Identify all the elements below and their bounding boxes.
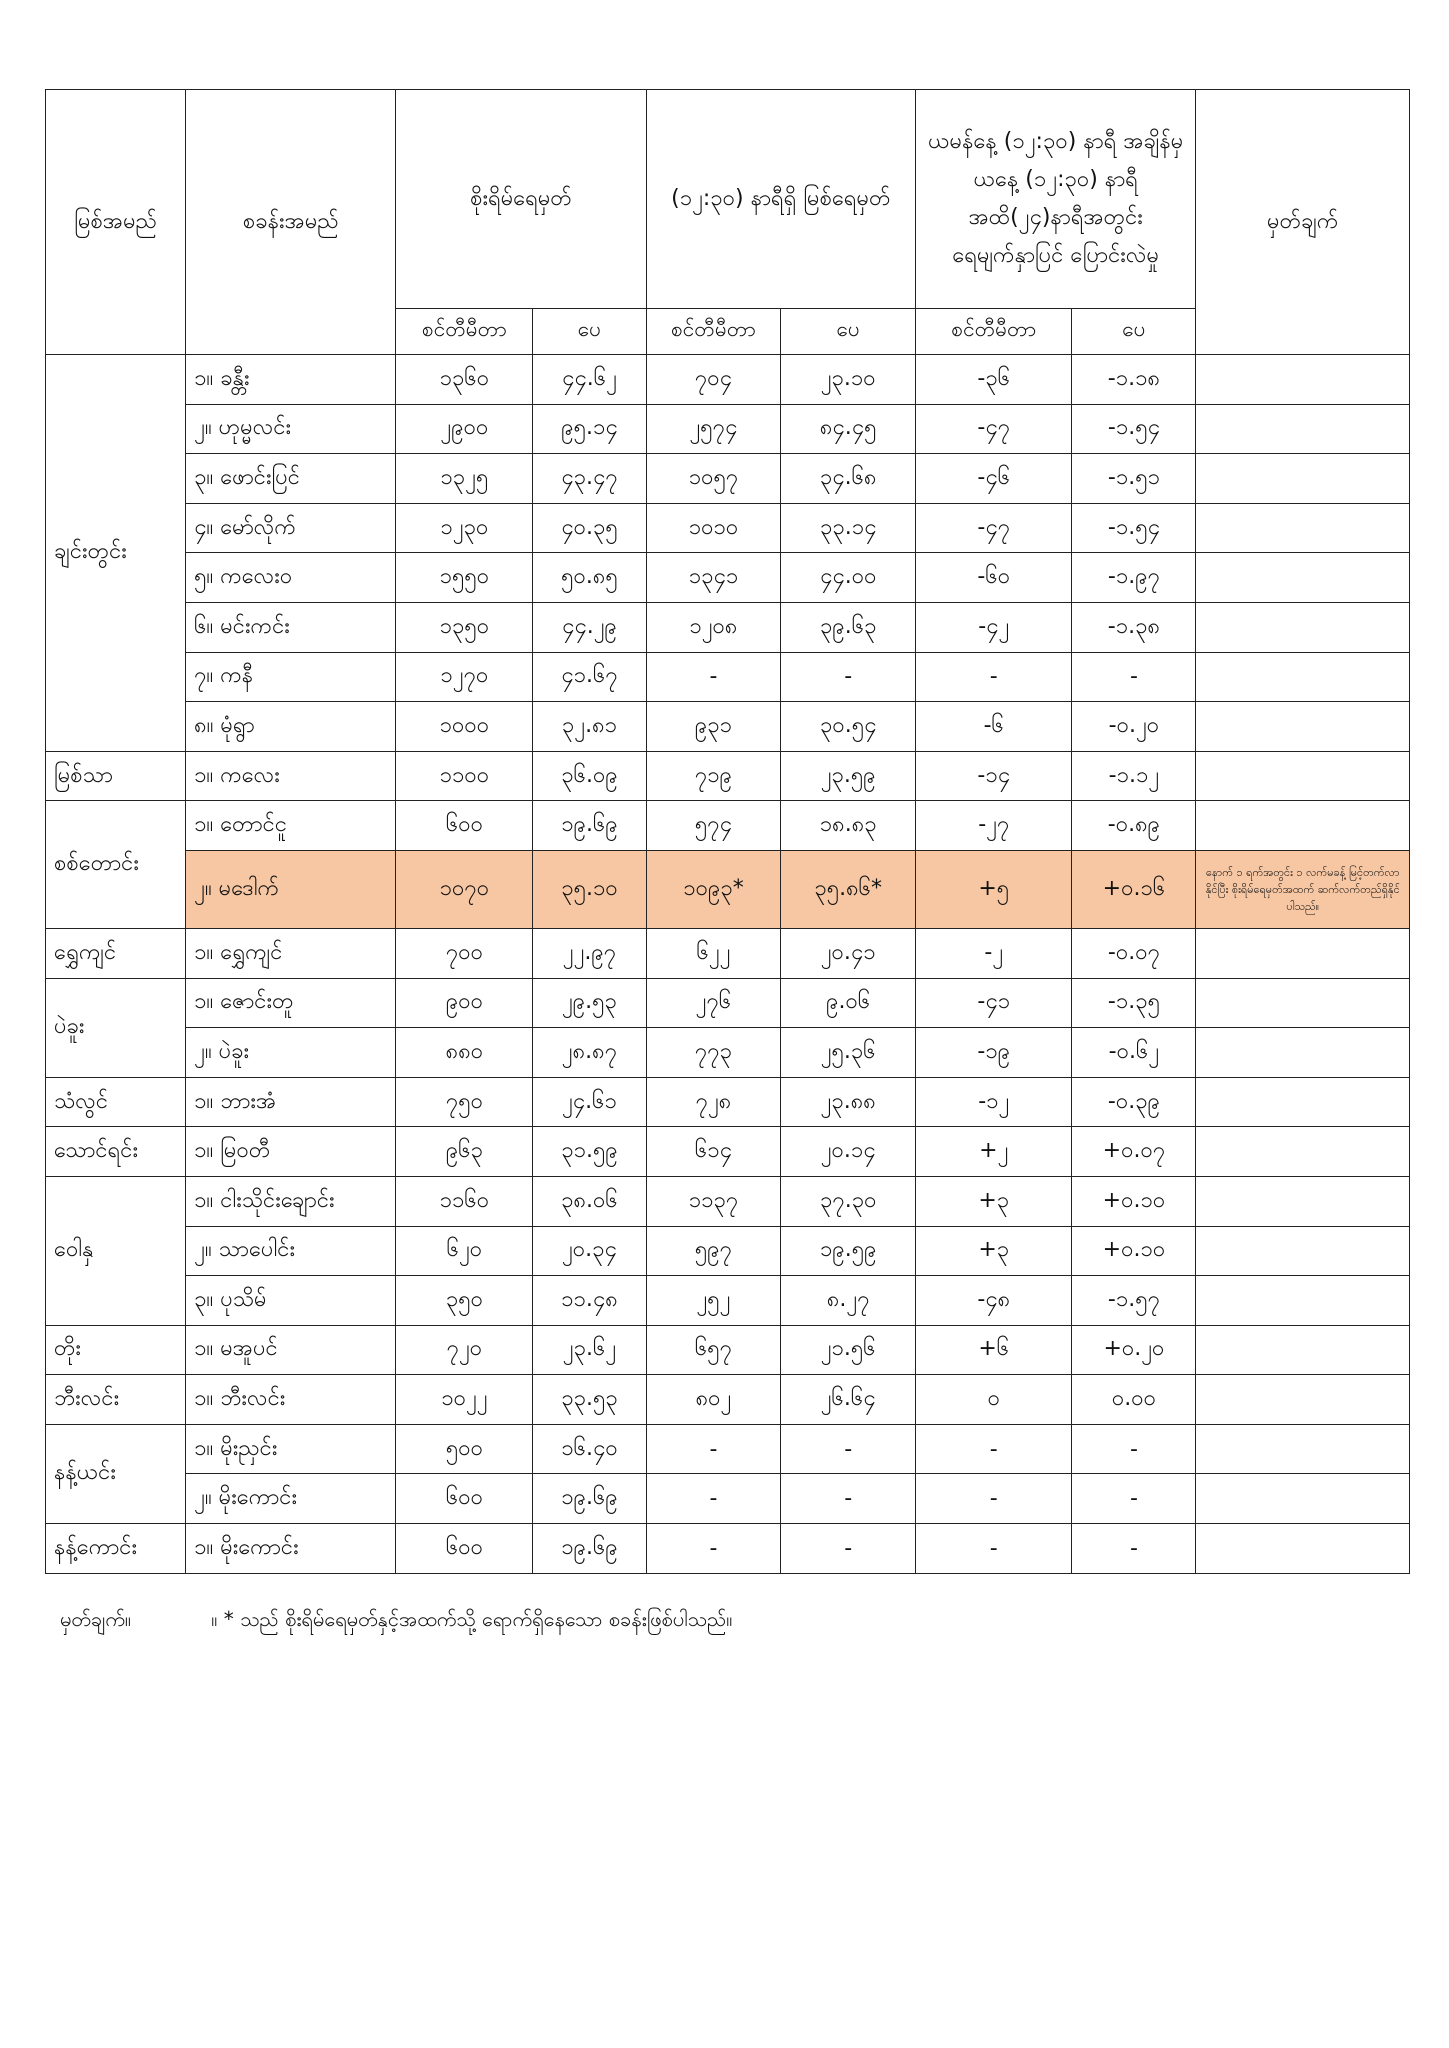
water-level-table [45,89,1410,1574]
river-name-cell: သောင်ရင်း [46,1127,186,1177]
remark-cell [1196,602,1410,652]
change-ft-cell: -၀.၈၉ [1072,801,1196,851]
current-ft-cell: ၃၀.၅၄ [781,702,916,752]
danger-cm-cell: ၆၀၀ [396,1474,533,1524]
change-cm-cell: ၀ [916,1375,1072,1425]
change-cm-cell: -၄၂ [916,602,1072,652]
remark-cell [1196,404,1410,454]
water-level-report [45,89,1410,1574]
danger-cm-cell: ၂၉၀၀ [396,404,533,454]
current-ft-cell: ၄၄.၀၀ [781,553,916,603]
header-24h-change: ယမန်နေ့ (၁၂:၃၀) နာရီ အချိန်မှ ယနေ့ (၁၂:၃၀) နာရီအထိ(၂၄)နာရီအတွင်း ရေမျက်နှာပြင် ပြောင်းလဲမှု [916,90,1196,309]
change-cm-cell: -၂ [916,928,1072,978]
remark-cell [1196,553,1410,603]
change-cm-cell: -၄၈ [916,1276,1072,1326]
change-cm-cell: -၄၆ [916,454,1072,504]
subheader-danger-ft: ပေ [533,309,646,355]
change-ft-cell: -၀.၆၂ [1072,1028,1196,1078]
header-station: စခန်းအမည် [186,90,396,355]
current-ft-cell: ၃၉.၆၃ [781,602,916,652]
remark-cell [1196,1424,1410,1474]
header-danger-level: စိုးရိမ်ရေမှတ် [396,90,646,309]
current-ft-cell: ၉.၀၆ [781,978,916,1028]
danger-ft-cell: ၃၈.၀၆ [533,1176,646,1226]
change-ft-cell: +၀.၀၇ [1072,1127,1196,1177]
danger-ft-cell: ၃၆.၀၉ [533,751,646,801]
table-row [46,404,1410,454]
station-name-cell: ၂။ သာပေါင်း [186,1226,396,1276]
change-ft-cell: +၀.၁၀ [1072,1176,1196,1226]
current-cm-cell: ၇၀၄ [646,355,781,405]
danger-cm-cell: ၁၁၀၀ [396,751,533,801]
danger-cm-cell: ၁၅၅၀ [396,553,533,603]
remark-cell [1196,751,1410,801]
station-name-cell: ၂။ ဟုမ္မလင်း [186,404,396,454]
change-ft-cell: - [1072,1524,1196,1574]
station-name-cell: ၇။ ကနီ [186,652,396,702]
footnote [60,1606,732,1636]
change-ft-cell: -၁.၃၈ [1072,602,1196,652]
change-cm-cell: -၄၇ [916,404,1072,454]
change-ft-cell: -၁.၉၇ [1072,553,1196,603]
danger-cm-cell: ၁၃၂၅ [396,454,533,504]
change-cm-cell: -၁၄ [916,751,1072,801]
current-cm-cell: ၁၁၃၇ [646,1176,781,1226]
station-name-cell: ၆။ မင်းကင်း [186,602,396,652]
remark-cell [1196,503,1410,553]
danger-ft-cell: ၅၀.၈၅ [533,553,646,603]
change-cm-cell: +၆ [916,1325,1072,1375]
station-name-cell: ၂။ မိုးကောင်း [186,1474,396,1524]
remark-cell [1196,355,1410,405]
remark-cell [1196,978,1410,1028]
danger-cm-cell: ၃၅၀ [396,1276,533,1326]
station-name-cell: ၂။ ပဲခူး [186,1028,396,1078]
change-ft-cell: - [1072,1474,1196,1524]
change-cm-cell: - [916,1424,1072,1474]
current-ft-cell: ၂၆.၆၄ [781,1375,916,1425]
current-cm-cell: - [646,1424,781,1474]
change-cm-cell: -၆ [916,702,1072,752]
remark-cell [1196,1375,1410,1425]
current-cm-cell: ၅၉၇ [646,1226,781,1276]
footnote-label: မှတ်ချက်။ [60,1607,131,1631]
danger-ft-cell: ၁၉.၆၉ [533,801,646,851]
station-name-cell: ၁။ မအူပင် [186,1325,396,1375]
danger-cm-cell: ၉၆၃ [396,1127,533,1177]
river-name-cell: မြစ်သာ [46,751,186,801]
remark-cell [1196,1276,1410,1326]
river-name-cell: တိုး [46,1325,186,1375]
change-cm-cell: +၅ [916,850,1072,928]
change-ft-cell: -၀.၃၉ [1072,1077,1196,1127]
change-ft-cell: +၀.၁၀ [1072,1226,1196,1276]
table-row [46,801,1410,851]
current-ft-cell: ၃၄.၆၈ [781,454,916,504]
table-row [46,652,1410,702]
river-name-cell: ဘီးလင်း [46,1375,186,1425]
change-ft-cell: -၀.၀၇ [1072,928,1196,978]
change-cm-cell: -၃၆ [916,355,1072,405]
current-ft-cell: ၁၉.၅၉ [781,1226,916,1276]
header-remark: မှတ်ချက် [1196,90,1410,355]
danger-cm-cell: ၁၀၇၀ [396,850,533,928]
change-cm-cell: -၄၁ [916,978,1072,1028]
current-cm-cell: ၇၂၈ [646,1077,781,1127]
station-name-cell: ၁။ တောင်ငူ [186,801,396,851]
subheader-current-cm: စင်တီမီတာ [646,309,781,355]
danger-ft-cell: ၂၈.၈၇ [533,1028,646,1078]
station-name-cell: ၄။ မော်လိုက် [186,503,396,553]
current-cm-cell: ၁၃၄၁ [646,553,781,603]
table-row [46,1276,1410,1326]
river-name-cell: နန့်ယင်း [46,1424,186,1523]
table-row [46,1325,1410,1375]
table-row [46,1524,1410,1574]
table-row [46,850,1410,928]
current-cm-cell: ၂၅၂ [646,1276,781,1326]
remark-cell [1196,1226,1410,1276]
current-ft-cell: ၈.၂၇ [781,1276,916,1326]
danger-cm-cell: ၁၁၆၀ [396,1176,533,1226]
current-ft-cell: - [781,1424,916,1474]
remark-cell [1196,1474,1410,1524]
danger-ft-cell: ၉၅.၁၄ [533,404,646,454]
current-cm-cell: ၅၇၄ [646,801,781,851]
remark-cell [1196,1325,1410,1375]
danger-ft-cell: ၂၉.၅၃ [533,978,646,1028]
current-cm-cell: ၆၅၇ [646,1325,781,1375]
change-cm-cell: +၃ [916,1226,1072,1276]
station-name-cell: ၃။ ဖောင်းပြင် [186,454,396,504]
subheader-danger-cm: စင်တီမီတာ [396,309,533,355]
danger-ft-cell: ၁၁.၄၈ [533,1276,646,1326]
change-ft-cell: -၁.၃၅ [1072,978,1196,1028]
station-name-cell: ၅။ ကလေးဝ [186,553,396,603]
table-row [46,602,1410,652]
change-cm-cell: -၁၉ [916,1028,1072,1078]
remark-cell [1196,1524,1410,1574]
change-ft-cell: - [1072,652,1196,702]
remark-cell [1196,928,1410,978]
change-cm-cell: -၁၂ [916,1077,1072,1127]
danger-ft-cell: ၄၄.၂၉ [533,602,646,652]
current-ft-cell: ၂၁.၅၆ [781,1325,916,1375]
table-row [46,1077,1410,1127]
change-ft-cell: -၁.၁၈ [1072,355,1196,405]
current-ft-cell: - [781,1524,916,1574]
danger-ft-cell: ၂၂.၉၇ [533,928,646,978]
table-row [46,1028,1410,1078]
table-row [46,1176,1410,1226]
change-cm-cell: -၄၇ [916,503,1072,553]
danger-cm-cell: ၇၂၀ [396,1325,533,1375]
river-name-cell: ပဲခူး [46,978,186,1077]
current-ft-cell: ၃၃.၁၄ [781,503,916,553]
table-row [46,928,1410,978]
current-cm-cell: ၇၁၉ [646,751,781,801]
remark-cell [1196,1077,1410,1127]
station-name-cell: ၁။ ဘီးလင်း [186,1375,396,1425]
danger-cm-cell: ၁၂၇၀ [396,652,533,702]
table-row [46,454,1410,504]
current-ft-cell: ၂၃.၅၉ [781,751,916,801]
change-cm-cell: - [916,1524,1072,1574]
station-name-cell: ၁။ မိုးညှင်း [186,1424,396,1474]
current-cm-cell: - [646,1524,781,1574]
current-ft-cell: ၁၈.၈၃ [781,801,916,851]
remark-cell: နောက် ၁ ရက်အတွင်း ၁ လက်မခန့် မြင့်တက်လာနိုင်ပြီး စိုးရိမ်ရေမှတ်အထက် ဆက်လက်တည်ရှိနိုင်ပါသည်။ [1196,850,1410,928]
current-ft-cell: - [781,1474,916,1524]
danger-cm-cell: ၁၂၃၀ [396,503,533,553]
current-ft-cell: ၂၃.၁၀ [781,355,916,405]
remark-cell [1196,801,1410,851]
change-ft-cell: -၁.၁၂ [1072,751,1196,801]
river-name-cell: ဝေါနှ [46,1176,186,1325]
change-ft-cell: +၀.၁၆ [1072,850,1196,928]
change-cm-cell: - [916,652,1072,702]
change-cm-cell: -၆၀ [916,553,1072,603]
table-row [46,355,1410,405]
river-name-cell: သံလွင် [46,1077,186,1127]
station-name-cell: ၁။ ငါးသိုင်းချောင်း [186,1176,396,1226]
current-cm-cell: - [646,1474,781,1524]
change-cm-cell: +၂ [916,1127,1072,1177]
change-ft-cell: -၀.၂၀ [1072,702,1196,752]
table-row [46,751,1410,801]
current-ft-cell: ၈၄.၄၅ [781,404,916,454]
danger-cm-cell: ၁၃၆၀ [396,355,533,405]
current-cm-cell: ၁၀၁၀ [646,503,781,553]
station-name-cell: ၈။ မုံရွာ [186,702,396,752]
danger-cm-cell: ၇၅၀ [396,1077,533,1127]
current-cm-cell: ၁၀၅၇ [646,454,781,504]
current-ft-cell: ၃၇.၃၀ [781,1176,916,1226]
table-body [46,355,1410,1574]
table-row [46,503,1410,553]
subheader-change-cm: စင်တီမီတာ [916,309,1072,355]
danger-ft-cell: ၄၀.၃၅ [533,503,646,553]
river-name-cell: ရွှေကျင် [46,928,186,978]
current-cm-cell: ၆၂၂ [646,928,781,978]
river-name-cell: စစ်တောင်း [46,801,186,929]
remark-cell [1196,702,1410,752]
danger-ft-cell: ၄၃.၄၇ [533,454,646,504]
danger-cm-cell: ၇၀၀ [396,928,533,978]
subheader-change-ft: ပေ [1072,309,1196,355]
remark-cell [1196,1028,1410,1078]
table-row [46,702,1410,752]
river-name-cell: ချင်းတွင်း [46,355,186,752]
current-ft-cell: ၂၀.၁၄ [781,1127,916,1177]
danger-cm-cell: ၉၀၀ [396,978,533,1028]
current-cm-cell: ၁၂၀၈ [646,602,781,652]
danger-cm-cell: ၆၀၀ [396,801,533,851]
station-name-cell: ၁။ ရွှေကျင် [186,928,396,978]
current-cm-cell: ၂၇၆ [646,978,781,1028]
danger-ft-cell: ၃၃.၅၃ [533,1375,646,1425]
table-row [46,1424,1410,1474]
station-name-cell: ၁။ ဇောင်းတူ [186,978,396,1028]
danger-ft-cell: ၁၆.၄၀ [533,1424,646,1474]
current-ft-cell: ၂၀.၄၁ [781,928,916,978]
table-row [46,1127,1410,1177]
danger-ft-cell: ၂၄.၆၁ [533,1077,646,1127]
danger-cm-cell: ၆၂၀ [396,1226,533,1276]
subheader-current-ft: ပေ [781,309,916,355]
station-name-cell: ၂။ မဒေါက် [186,850,396,928]
change-ft-cell: +၀.၂၀ [1072,1325,1196,1375]
station-name-cell: ၁။ ခန္တီး [186,355,396,405]
change-ft-cell: -၁.၅၇ [1072,1276,1196,1326]
station-name-cell: ၁။ မိုးကောင်း [186,1524,396,1574]
danger-cm-cell: ၅၀၀ [396,1424,533,1474]
danger-cm-cell: ၁၀၀၀ [396,702,533,752]
current-ft-cell: - [781,652,916,702]
station-name-cell: ၁။ ကလေး [186,751,396,801]
current-cm-cell: ၉၃၁ [646,702,781,752]
header-river: မြစ်အမည် [46,90,186,355]
table-row [46,1474,1410,1524]
danger-ft-cell: ၃၁.၅၉ [533,1127,646,1177]
change-cm-cell: -၂၇ [916,801,1072,851]
table-row [46,1226,1410,1276]
change-ft-cell: - [1072,1424,1196,1474]
header-current-level: (၁၂:၃၀) နာရီရှိ မြစ်ရေမှတ် [646,90,916,309]
station-name-cell: ၁။ မြဝတီ [186,1127,396,1177]
current-ft-cell: ၃၅.၈၆* [781,850,916,928]
table-row [46,1375,1410,1425]
danger-ft-cell: ၁၉.၆၉ [533,1524,646,1574]
footnote-text: ။ * သည် စိုးရိမ်ရေမှတ်နှင့်အထက်သို့ ရောက်ရှိနေသော စခန်းဖြစ်ပါသည်။ [211,1607,733,1631]
remark-cell [1196,1127,1410,1177]
danger-cm-cell: ၁၃၅၀ [396,602,533,652]
current-cm-cell: ၇၇၃ [646,1028,781,1078]
danger-ft-cell: ၁၉.၆၉ [533,1474,646,1524]
danger-ft-cell: ၄၄.၆၂ [533,355,646,405]
remark-cell [1196,454,1410,504]
change-ft-cell: -၁.၅၄ [1072,404,1196,454]
station-name-cell: ၁။ ဘားအံ [186,1077,396,1127]
change-ft-cell: ၀.၀၀ [1072,1375,1196,1425]
current-cm-cell: ၆၁၄ [646,1127,781,1177]
remark-cell [1196,1176,1410,1226]
remark-cell [1196,652,1410,702]
danger-cm-cell: ၈၈၀ [396,1028,533,1078]
table-row [46,553,1410,603]
danger-ft-cell: ၃၅.၁၀ [533,850,646,928]
table-row [46,978,1410,1028]
danger-cm-cell: ၁၀၂၂ [396,1375,533,1425]
danger-ft-cell: ၂၀.၃၄ [533,1226,646,1276]
change-ft-cell: -၁.၅၄ [1072,503,1196,553]
danger-ft-cell: ၄၁.၆၇ [533,652,646,702]
river-name-cell: နန့်ကောင်း [46,1524,186,1574]
current-ft-cell: ၂၅.၃၆ [781,1028,916,1078]
current-cm-cell: - [646,652,781,702]
station-name-cell: ၃။ ပုသိမ် [186,1276,396,1326]
current-cm-cell: ၂၅၇၄ [646,404,781,454]
danger-cm-cell: ၆၀၀ [396,1524,533,1574]
change-cm-cell: - [916,1474,1072,1524]
current-cm-cell: ၈၀၂ [646,1375,781,1425]
change-ft-cell: -၁.၅၁ [1072,454,1196,504]
current-ft-cell: ၂၃.၈၈ [781,1077,916,1127]
change-cm-cell: +၃ [916,1176,1072,1226]
current-cm-cell: ၁၀၉၃* [646,850,781,928]
danger-ft-cell: ၃၂.၈၁ [533,702,646,752]
danger-ft-cell: ၂၃.၆၂ [533,1325,646,1375]
